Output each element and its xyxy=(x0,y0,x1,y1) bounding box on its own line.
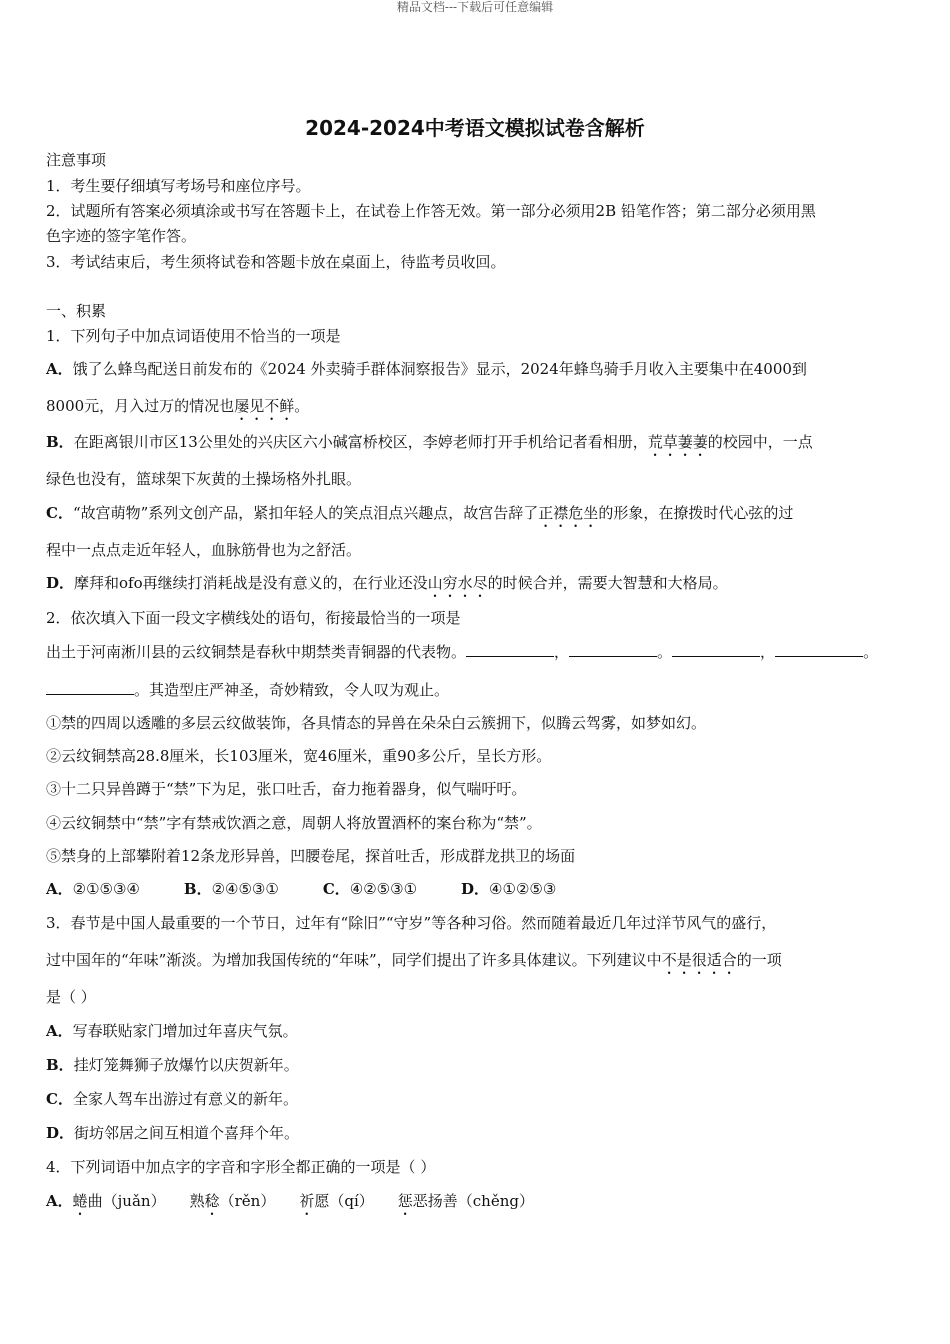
q4-word-3 xyxy=(299,1191,373,1219)
q2-blank-3[interactable] xyxy=(672,642,760,657)
q3-stem-2 xyxy=(46,950,782,978)
q2-blank-4[interactable] xyxy=(775,642,863,657)
option-text: 挂灯笼舞狮子放爆竹以庆贺新年。 xyxy=(73,1056,299,1074)
dotted-char: 稔 xyxy=(204,1192,220,1210)
option-text: ④②⑤③① xyxy=(349,880,418,898)
q1-c-text: “故宫萌物”系列文创产品，紧扣年轻人的笑点泪点兴趣点，故宫告辞了 xyxy=(72,504,539,522)
q1-a-dotted-word: 屡见不鲜 xyxy=(234,397,295,415)
q2-sentence-1: ①禁的四周以透雕的多层云纹做装饰，各具情态的异兽在朵朵白云簇拥下，似腾云驾雾，如梦如幻。 xyxy=(46,714,707,732)
option-text: ②①⑤③④ xyxy=(72,880,140,898)
q2-passage-line-1 xyxy=(46,642,878,662)
option-label: B． xyxy=(183,880,212,898)
q2-blank-2[interactable] xyxy=(569,642,657,657)
notice-item-1: 1．考生要仔细填写考场号和座位序号。 xyxy=(46,177,311,195)
section-heading: 一、积累 xyxy=(46,302,107,320)
dotted-char: 祈 xyxy=(299,1192,315,1210)
q4-word-4 xyxy=(398,1191,534,1219)
q3-text2: 的一项 xyxy=(736,951,782,969)
q2-option-c[interactable] xyxy=(323,879,417,899)
q1-a-text2: 8000元，月入过万的情况也 xyxy=(46,397,235,415)
q2-sep: ， xyxy=(554,643,570,661)
q3-stem-1: 3．春节是中国人最重要的一个节日，过年有“除旧”“守岁”等各种习俗。然而随着最近几年过洋节风气的盛行， xyxy=(46,914,777,932)
option-text: ④①②⑤③ xyxy=(489,880,557,898)
notice-item-2-cont: 色字迹的签字笔作答。 xyxy=(46,227,197,245)
q2-option-b[interactable] xyxy=(184,879,279,899)
page-title: 2024-2024中考语文模拟试卷含解析 xyxy=(305,116,645,140)
q2-sep: 。 xyxy=(657,643,673,661)
dotted-char: 蜷 xyxy=(72,1192,88,1210)
q1-d-text: 摩拜和ofo再继续打消耗战是没有意义的，在行业还没 xyxy=(74,574,428,592)
q2-option-d[interactable] xyxy=(461,879,556,899)
q1-option-c-cont: 程中一点点走近年轻人，血脉筋骨也为之舒活。 xyxy=(46,541,362,559)
q2-passage-text: 出土于河南淅川县的云纹铜禁是春秋中期禁类青铜器的代表物。 xyxy=(46,643,467,661)
option-text: ②④⑤③① xyxy=(211,880,279,898)
q3-stem-3: 是（ ） xyxy=(46,988,96,1006)
word-text: （rěn） xyxy=(219,1192,276,1210)
notice-heading: 注意事项 xyxy=(46,151,107,169)
q1-d-label: D． xyxy=(46,574,75,592)
header-note: 精品文档---下载后可任意编辑 xyxy=(396,0,554,14)
q3-option-d[interactable] xyxy=(46,1123,299,1143)
q2-stem: 2．依次填入下面一段文字横线处的语句，衔接最恰当的一项是 xyxy=(46,609,461,627)
q1-b-dotted-word: 荒草萋萋 xyxy=(647,433,708,451)
q1-c-dotted-word: 正襟危坐 xyxy=(538,504,599,522)
dotted-char: 惩 xyxy=(397,1192,413,1210)
q2-sentence-2: ②云纹铜禁高28.8厘米，长103厘米，宽46厘米，重90多公斤，呈长方形。 xyxy=(46,747,552,765)
option-text: 全家人驾车出游过有意义的新年。 xyxy=(72,1090,298,1108)
option-text: 写春联贴家门增加过年喜庆气氛。 xyxy=(72,1022,298,1040)
q3-text: 过中国年的“年味”渐淡。为增加我国传统的“年味”，同学们提出了许多具体建议。下列建议中 xyxy=(46,951,662,969)
q2-blank-5[interactable] xyxy=(46,680,134,695)
option-label: D． xyxy=(461,880,490,898)
q1-c-text2: 的形象，在撩拨时代心弦的过 xyxy=(598,504,794,522)
option-label: A． xyxy=(46,1022,73,1040)
q1-option-a xyxy=(46,359,807,379)
q2-sep: 。 xyxy=(863,643,879,661)
q2-passage-line-2 xyxy=(46,680,449,700)
q2-option-a[interactable] xyxy=(46,879,140,899)
q2-sentence-3: ③十二只异兽蹲于“禁”下为足，张口吐舌，奋力拖着器身，似气喘吁吁。 xyxy=(46,780,527,798)
notice-item-2: 2．试题所有答案必须填涂或书写在答题卡上，在试卷上作答无效。第一部分必须用2B 铅笔作答；第二部分必须用黑 xyxy=(46,202,816,220)
option-label: A． xyxy=(46,1192,73,1210)
q3-option-c[interactable] xyxy=(46,1089,298,1109)
q3-dotted-word: 不是很适合 xyxy=(661,951,737,969)
word-text: 熟 xyxy=(189,1192,205,1210)
q1-option-a-cont xyxy=(46,396,309,424)
word-text: 曲（juǎn） xyxy=(87,1192,166,1210)
q1-a-label: A． xyxy=(46,360,73,378)
q2-blank-1[interactable] xyxy=(466,642,554,657)
q1-stem: 1．下列句子中加点词语使用不恰当的一项是 xyxy=(46,327,341,345)
q4-word-2 xyxy=(190,1191,276,1219)
notice-item-3: 3．考试结束后，考生须将试卷和答题卡放在桌面上，待监考员收回。 xyxy=(46,253,506,271)
q2-sentence-4: ④云纹铜禁中“禁”字有禁戒饮酒之意，周朝人将放置酒杯的案台称为“禁”。 xyxy=(46,814,542,832)
option-text: 街坊邻居之间互相道个喜拜个年。 xyxy=(74,1124,300,1142)
q1-option-d xyxy=(46,573,728,601)
option-label: C． xyxy=(46,1090,73,1108)
q3-option-b[interactable] xyxy=(46,1055,299,1075)
q2-passage-text2: 。其造型庄严神圣，奇妙精致，令人叹为观止。 xyxy=(134,681,450,699)
q1-d-text2: 的时候合并，需要大智慧和大格局。 xyxy=(487,574,728,592)
q1-d-dotted-word: 山穷水尽 xyxy=(427,574,488,592)
q4-option-a[interactable] xyxy=(46,1191,558,1219)
option-label: B． xyxy=(46,1056,74,1074)
q1-a-text: 饿了么蜂鸟配送日前发布的《2024 外卖骑手群体洞察报告》显示，2024年蜂鸟骑手月收入主要集中在4000到 xyxy=(72,360,807,378)
q1-b-text: 在距离银川市区13公里处的兴庆区六小碱富桥校区，李婷老师打开手机给记者看相册， xyxy=(73,433,648,451)
q1-option-b-cont: 绿色也没有，篮球架下灰黄的土操场格外扎眼。 xyxy=(46,470,362,488)
q1-b-text2: 的校园中，一点 xyxy=(707,433,813,451)
option-label: A． xyxy=(46,880,73,898)
option-label: C． xyxy=(322,880,350,898)
option-label: D． xyxy=(46,1124,75,1142)
q4-stem: 4．下列词语中加点字的字音和字形全都正确的一项是（ ） xyxy=(46,1158,436,1176)
word-text: 愿（qí） xyxy=(314,1192,374,1210)
q2-sentence-5: ⑤禁身的上部攀附着12条龙形异兽，凹腰卷尾，探首吐舌，形成群龙拱卫的场面 xyxy=(46,847,576,865)
q4-word-1 xyxy=(73,1191,166,1219)
q1-option-b xyxy=(46,432,813,460)
q1-a-text3: 。 xyxy=(294,397,310,415)
word-text: 恶扬善（chěng） xyxy=(412,1192,534,1210)
q1-option-c xyxy=(46,503,793,531)
q1-b-label: B． xyxy=(46,433,74,451)
q1-c-label: C． xyxy=(46,504,73,522)
q2-options xyxy=(46,879,556,899)
q2-sep: ， xyxy=(760,643,776,661)
q3-option-a[interactable] xyxy=(46,1021,298,1041)
